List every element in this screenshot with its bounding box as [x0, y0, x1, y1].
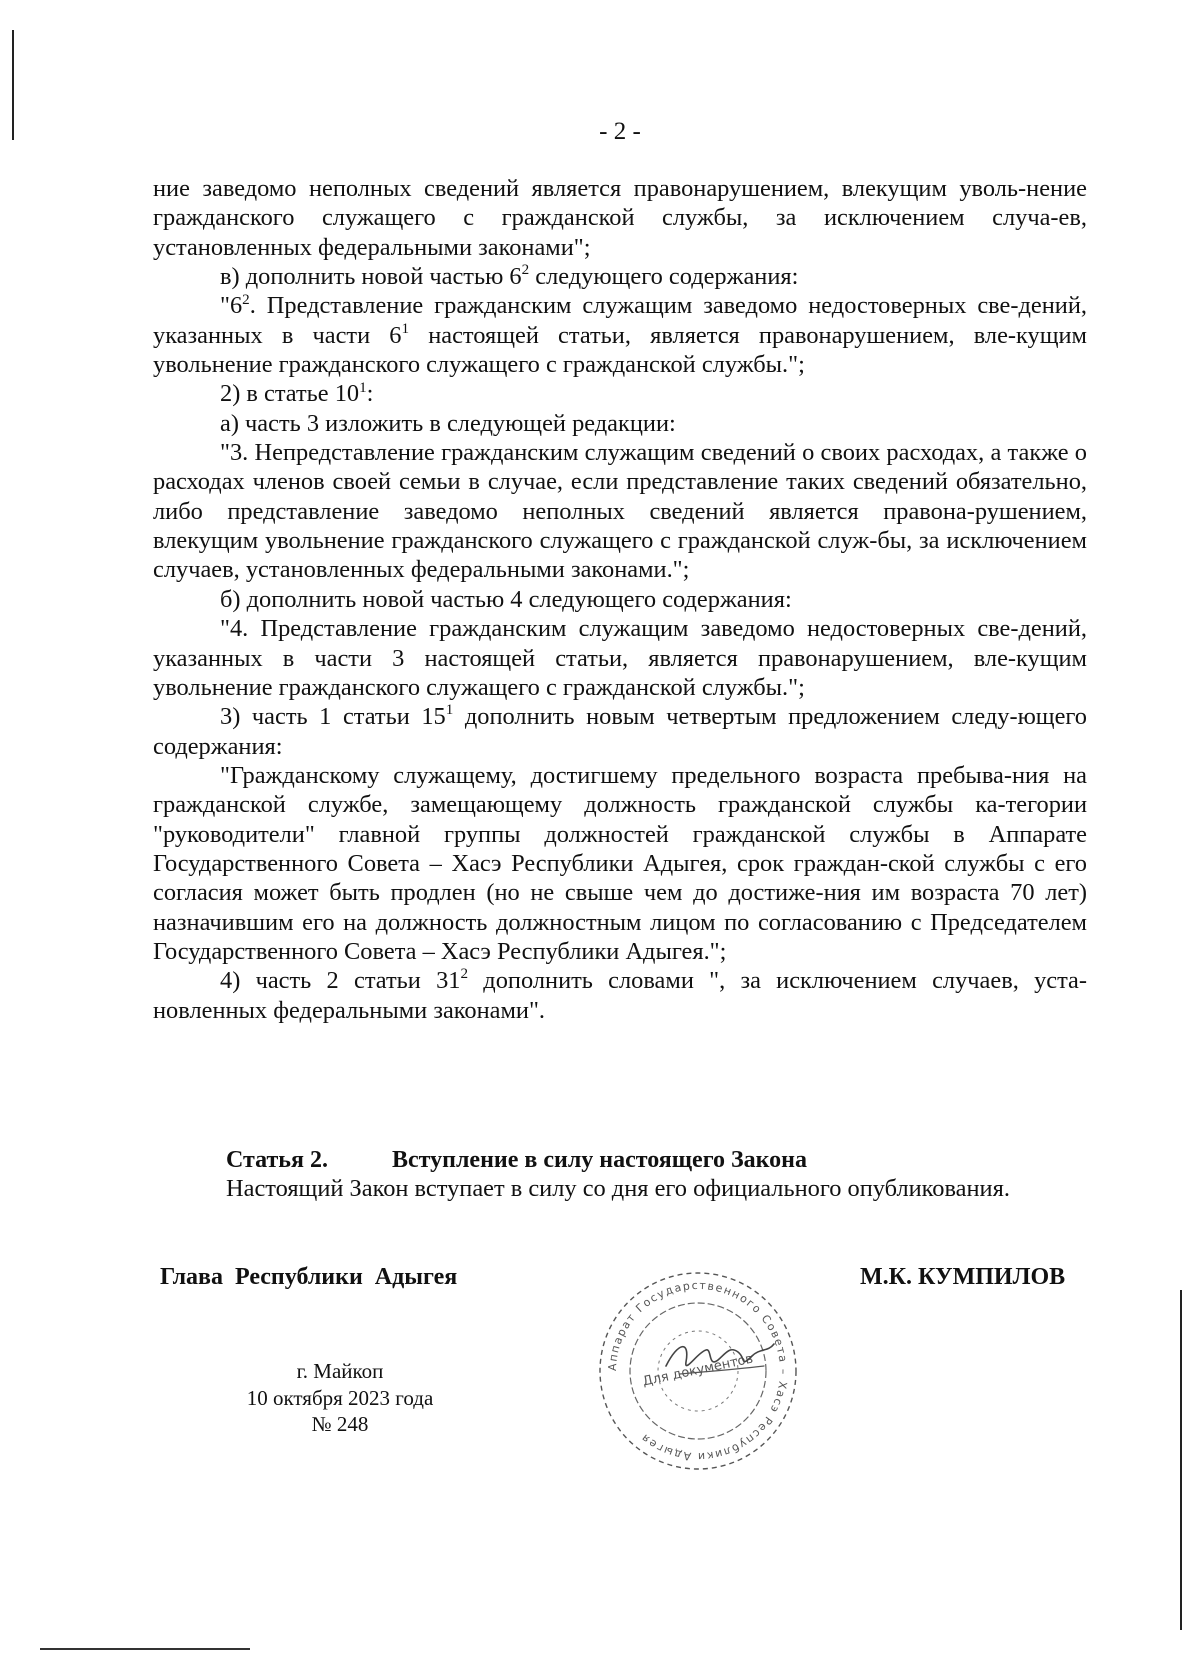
signatory-name: М.К. КУМПИЛОВ: [860, 1264, 1066, 1290]
text-run: дополнить словами ", за исключением случаев, уста-новленных федеральными законами".: [153, 967, 1088, 1024]
text-run: 4) часть 2 статьи 31: [220, 967, 461, 995]
text-run: "Гражданскому служащему, достигшему предельного возраста пребыва-ния на гражданской службе, замещающему должность гражданской службы ка-тегории "руководители" главной группы должностей гражданской службы в Аппарате Государственного Совета – Хасэ Республики Адыгея, срок граждан-ской службы с его согласия может быть продлен (но не свыше чем до достиже-ния им возраста 70 лет) назначившим его на должность должностным лицом по согласованию с Председателем Государственного Совета – Хасэ Республики Адыгея.";: [153, 761, 1087, 965]
document-number: № 248: [311, 1412, 369, 1436]
superscript: 1: [445, 702, 454, 719]
paragraph: [153, 174, 1087, 262]
date: 10 октября 2023 года: [246, 1385, 434, 1410]
paragraph: [153, 585, 1087, 614]
text-run: следующего содержания:: [529, 263, 799, 291]
paragraph: [153, 438, 1087, 585]
paragraph: [153, 262, 1087, 291]
place: г. Майкоп: [296, 1359, 384, 1383]
paragraph: [153, 409, 1087, 438]
text-run: дополнить новым четвертым предложением следу-ющего содержания:: [153, 703, 1087, 760]
superscript: 2: [460, 966, 469, 983]
place-date-block: [225, 1358, 455, 1438]
text-run: "6: [220, 292, 243, 320]
article-title: Вступление в силу настоящего Закона: [392, 1147, 807, 1173]
text-run: "3. Непредставление гражданским служащим сведений о своих расходах, а также о расходах членов своей семьи в случае, если представление таких сведений обязательно, либо представление заведомо неполных сведений является правона-рушением, влекущим увольнение гражданского служащего с гражданской служ-бы, за исключением случаев, установленных федеральными законами.";: [153, 439, 1087, 584]
text-run: :: [366, 380, 374, 408]
page-number: - 2 -: [599, 118, 641, 145]
scan-edge-line: [40, 1648, 250, 1650]
superscript: 2: [521, 262, 530, 279]
stamp-inner-text: Для документов: [641, 1351, 755, 1390]
superscript: 2: [242, 291, 250, 308]
text-run: а) часть 3 изложить в следующей редакции:: [220, 409, 676, 437]
paragraph: [153, 966, 1087, 1025]
superscript: 1: [401, 320, 410, 337]
stamp-outer-text: Аппарат Государственного Совета – Хасэ Республики Адыгея: [605, 1278, 791, 1464]
text-run: настоящей статьи, является правонарушением, вле-кущим увольнение гражданского служащего с гражданской службы.";: [153, 321, 1087, 379]
text-run: б) дополнить новой частью 4 следующего содержания:: [220, 585, 792, 613]
scan-edge-line: [1180, 1290, 1182, 1630]
superscript: 1: [359, 379, 367, 396]
body-text: [153, 174, 1087, 1025]
handwritten-signature-icon: [660, 1322, 780, 1392]
article-text: Настоящий Закон вступает в силу со дня его официального опубликования.: [226, 1175, 1010, 1202]
text-run: "4. Представление гражданским служащим заведомо недостоверных све-дений, указанных в части 3 настоящей статьи, является правонарушением, вле-кущим увольнение гражданского служащего с гражданской службы.";: [153, 615, 1087, 701]
article-heading: [226, 1147, 807, 1174]
text-run: 2) в статье 10: [220, 380, 360, 408]
paragraph: [153, 761, 1087, 966]
paragraph: [153, 379, 1087, 408]
text-run: . Представление гражданским служащим заведомо недостоверных све-дений, указанных в части 6: [153, 292, 1087, 349]
text-run: 3) часть 1 статьи 15: [220, 703, 446, 731]
paragraph: [153, 702, 1087, 761]
text-run: ние заведомо неполных сведений является правонарушением, влекущим уволь-нение гражданского служащего с гражданской службы, за исключением случа-ев, установленных федеральными законами";: [153, 175, 1087, 261]
signatory-position: Глава Республики Адыгея: [160, 1264, 458, 1290]
paragraph: [153, 291, 1087, 379]
text-run: в) дополнить новой частью 6: [220, 263, 522, 291]
paragraph: [153, 614, 1087, 702]
article-number: Статья 2.: [226, 1147, 328, 1173]
